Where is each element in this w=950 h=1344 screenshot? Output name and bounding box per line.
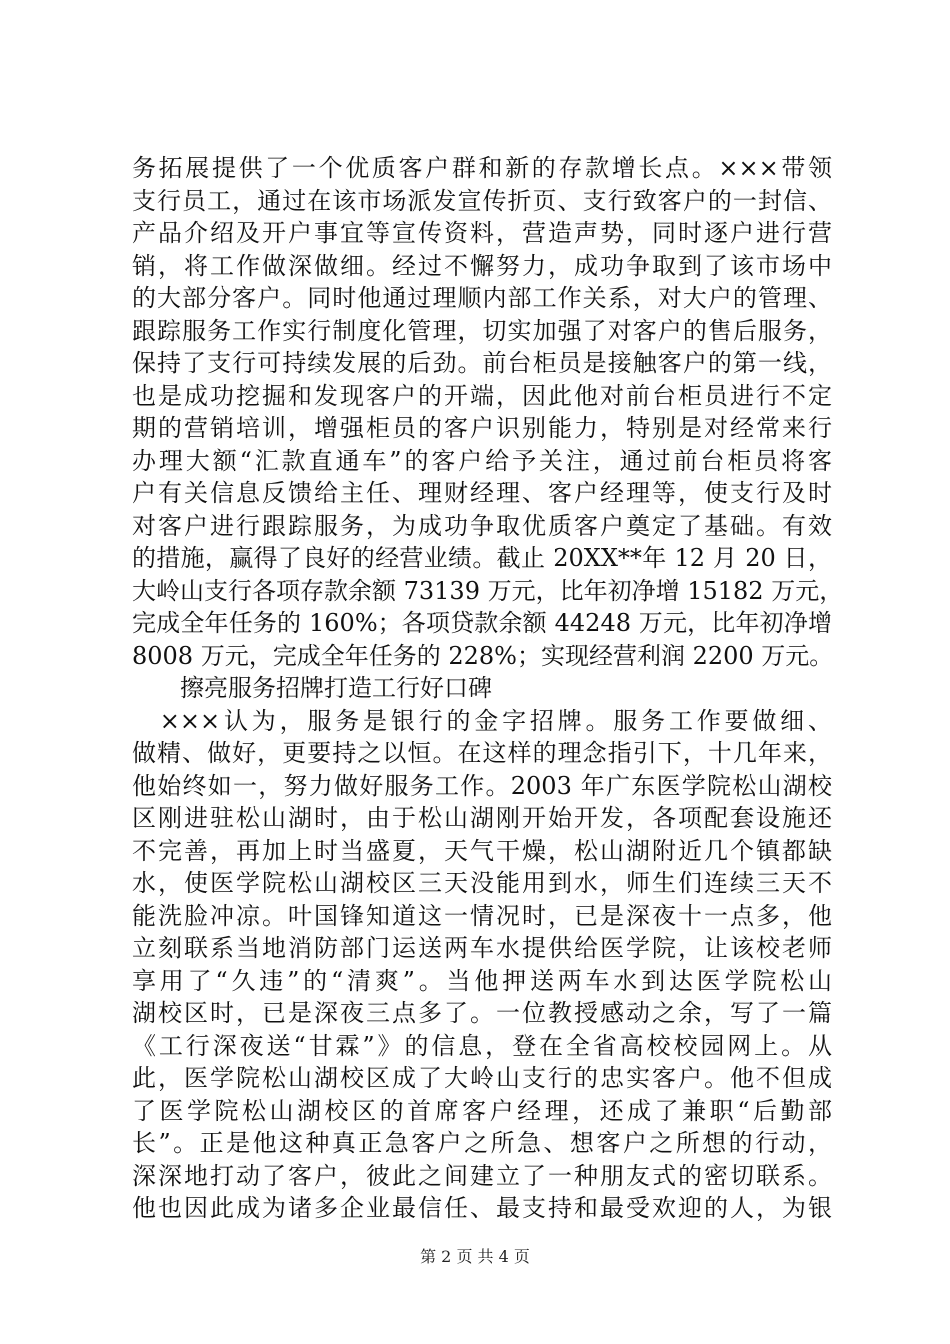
text-line: 做精、做好，更要持之以恒。在这样的理念指引下，十几年来， bbox=[132, 739, 832, 767]
section-heading: 擦亮服务招牌打造工行好口碑 bbox=[180, 674, 492, 702]
text-line: 长”。正是他这种真正急客户之所急、想客户之所想的行动， bbox=[132, 1129, 832, 1157]
text-line: ×××认为，服务是银行的金字招牌。服务工作要做细、 bbox=[132, 706, 832, 735]
text-line: 也是成功挖掘和发现客户的开端，因此他对前台柜员进行不定 bbox=[132, 381, 832, 410]
text-line: 跟踪服务工作实行制度化管理，切实加强了对客户的售后服务， bbox=[132, 316, 832, 345]
text-line: 水，使医学院松山湖校区三天没能用到水，师生们连续三天不 bbox=[132, 869, 832, 897]
paragraph-1 bbox=[132, 152, 844, 672]
text-line: 务拓展提供了一个优质客户群和新的存款增长点。×××带领 bbox=[132, 154, 832, 182]
text-line: 的措施，赢得了良好的经营业绩。截止 20XX**年 12 月 20 日， bbox=[132, 544, 832, 572]
text-line: 对客户进行跟踪服务，为成功争取优质客户奠定了基础。有效 bbox=[132, 511, 832, 540]
text-line: 产品介绍及开户事宜等宣传资料，营造声势，同时逐户进行营 bbox=[132, 219, 832, 247]
document-body bbox=[132, 152, 844, 1225]
text-line: 区刚进驻松山湖时，由于松山湖刚开始开发，各项配套设施还 bbox=[132, 804, 832, 832]
text-line: 立刻联系当地消防部门运送两车水提供给医学院，让该校老师 bbox=[132, 934, 832, 962]
text-line: 期的营销培训，增强柜员的客户识别能力，特别是对经常来行 bbox=[132, 414, 832, 442]
text-line: 办理大额“汇款直通车”的客户给予关注，通过前台柜员将客 bbox=[132, 446, 832, 475]
text-line: 保持了支行可持续发展的后劲。前台柜员是接触客户的第一线， bbox=[132, 349, 832, 377]
text-line: 此，医学院松山湖校区成了大岭山支行的忠实客户。他不但成 bbox=[132, 1064, 832, 1092]
text-line: 不完善，再加上时当盛夏，天气干燥，松山湖附近几个镇都缺 bbox=[132, 836, 832, 865]
text-line: 《工行深夜送“甘霖”》的信息，登在全省高校校园网上。从 bbox=[132, 1031, 832, 1060]
text-line: 他也因此成为诸多企业最信任、最支持和最受欢迎的人，为银 bbox=[132, 1194, 832, 1222]
text-line: 他始终如一，努力做好服务工作。2003 年广东医学院松山湖校 bbox=[132, 771, 832, 800]
text-line: 能洗脸冲凉。叶国锋知道这一情况时，已是深夜十一点多，他 bbox=[132, 901, 832, 930]
text-line: 湖校区时，已是深夜三点多了。一位教授感动之余，写了一篇 bbox=[132, 999, 832, 1027]
text-line: 大岭山支行各项存款余额 73139 万元，比年初净增 15182 万元， bbox=[132, 576, 844, 605]
text-line: 的大部分客户。同时他通过理顺内部工作关系，对大户的管理、 bbox=[132, 284, 832, 312]
text-line: 完成全年任务的 160%；各项贷款余额 44248 万元，比年初净增 bbox=[132, 609, 832, 637]
text-line: 户有关信息反馈给主任、理财经理、客户经理等，使支行及时 bbox=[132, 479, 832, 507]
text-line: 深深地打动了客户，彼此之间建立了一种朋友式的密切联系。 bbox=[132, 1161, 832, 1190]
text-line: 销，将工作做深做细。经过不懈努力，成功争取到了该市场中 bbox=[132, 251, 832, 280]
text-line: 8008 万元，完成全年任务的 228%；实现经营利润 2200 万元。 bbox=[132, 641, 834, 670]
text-line: 支行员工，通过在该市场派发宣传折页、支行致客户的一封信、 bbox=[132, 186, 832, 215]
text-line: 享用了“久违”的“清爽”。当他押送两车水到达医学院松山 bbox=[132, 966, 832, 995]
page-footer: 第 2 页 共 4 页 bbox=[420, 1247, 530, 1266]
paragraph-2 bbox=[132, 705, 832, 1225]
text-line: 了医学院松山湖校区的首席客户经理，还成了兼职“后勤部 bbox=[132, 1096, 832, 1125]
